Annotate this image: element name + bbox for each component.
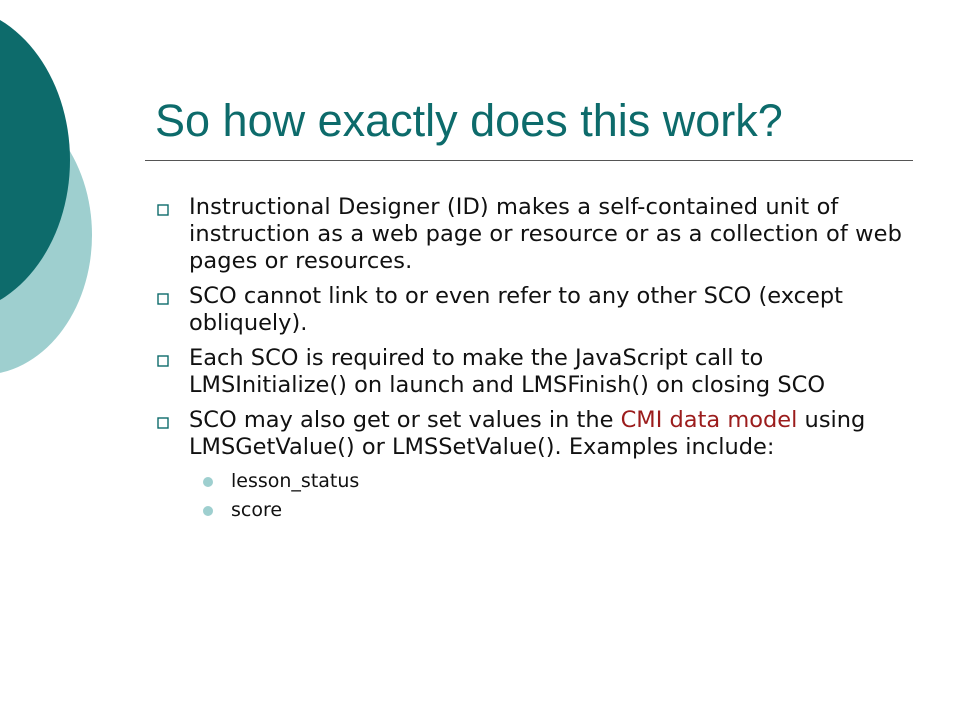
bullet-text-after: using LMSGetValue() or LMSSetValue(). Examples include: xyxy=(189,407,866,460)
bullet-text: SCO cannot link to or even refer to any other SCO (except obliquely). xyxy=(189,283,843,336)
hollow-square-bullet-icon xyxy=(157,204,169,216)
bullet-item xyxy=(155,194,915,275)
sub-bullet-item xyxy=(189,467,915,496)
hollow-square-bullet-icon xyxy=(157,355,169,367)
bullet-text: Instructional Designer (ID) makes a self-contained unit of instruction as a web page or resource or as a collection of web pages or resources. xyxy=(189,194,902,274)
bullet-item xyxy=(155,283,915,337)
hollow-square-bullet-icon xyxy=(157,417,169,429)
hollow-square-bullet-icon xyxy=(157,293,169,305)
bullet-text: Each SCO is required to make the JavaScript call to LMSInitialize() on launch and LMSFinish() on closing SCO xyxy=(189,345,826,398)
title-divider xyxy=(145,160,913,161)
bullet-item xyxy=(155,407,915,525)
sub-bullet-list xyxy=(189,467,915,525)
sub-bullet-text: score xyxy=(231,499,283,521)
dot-bullet-icon xyxy=(203,477,213,487)
bullet-item xyxy=(155,345,915,399)
slide-title: So how exactly does this work? xyxy=(155,95,783,146)
cmi-data-model-highlight: CMI data model xyxy=(620,407,798,433)
bullet-list xyxy=(155,194,915,533)
sub-bullet-item xyxy=(189,496,915,525)
bullet-text-before: SCO may also get or set values in the xyxy=(189,407,621,433)
dot-bullet-icon xyxy=(203,506,213,516)
sub-bullet-text: lesson_status xyxy=(231,470,360,492)
